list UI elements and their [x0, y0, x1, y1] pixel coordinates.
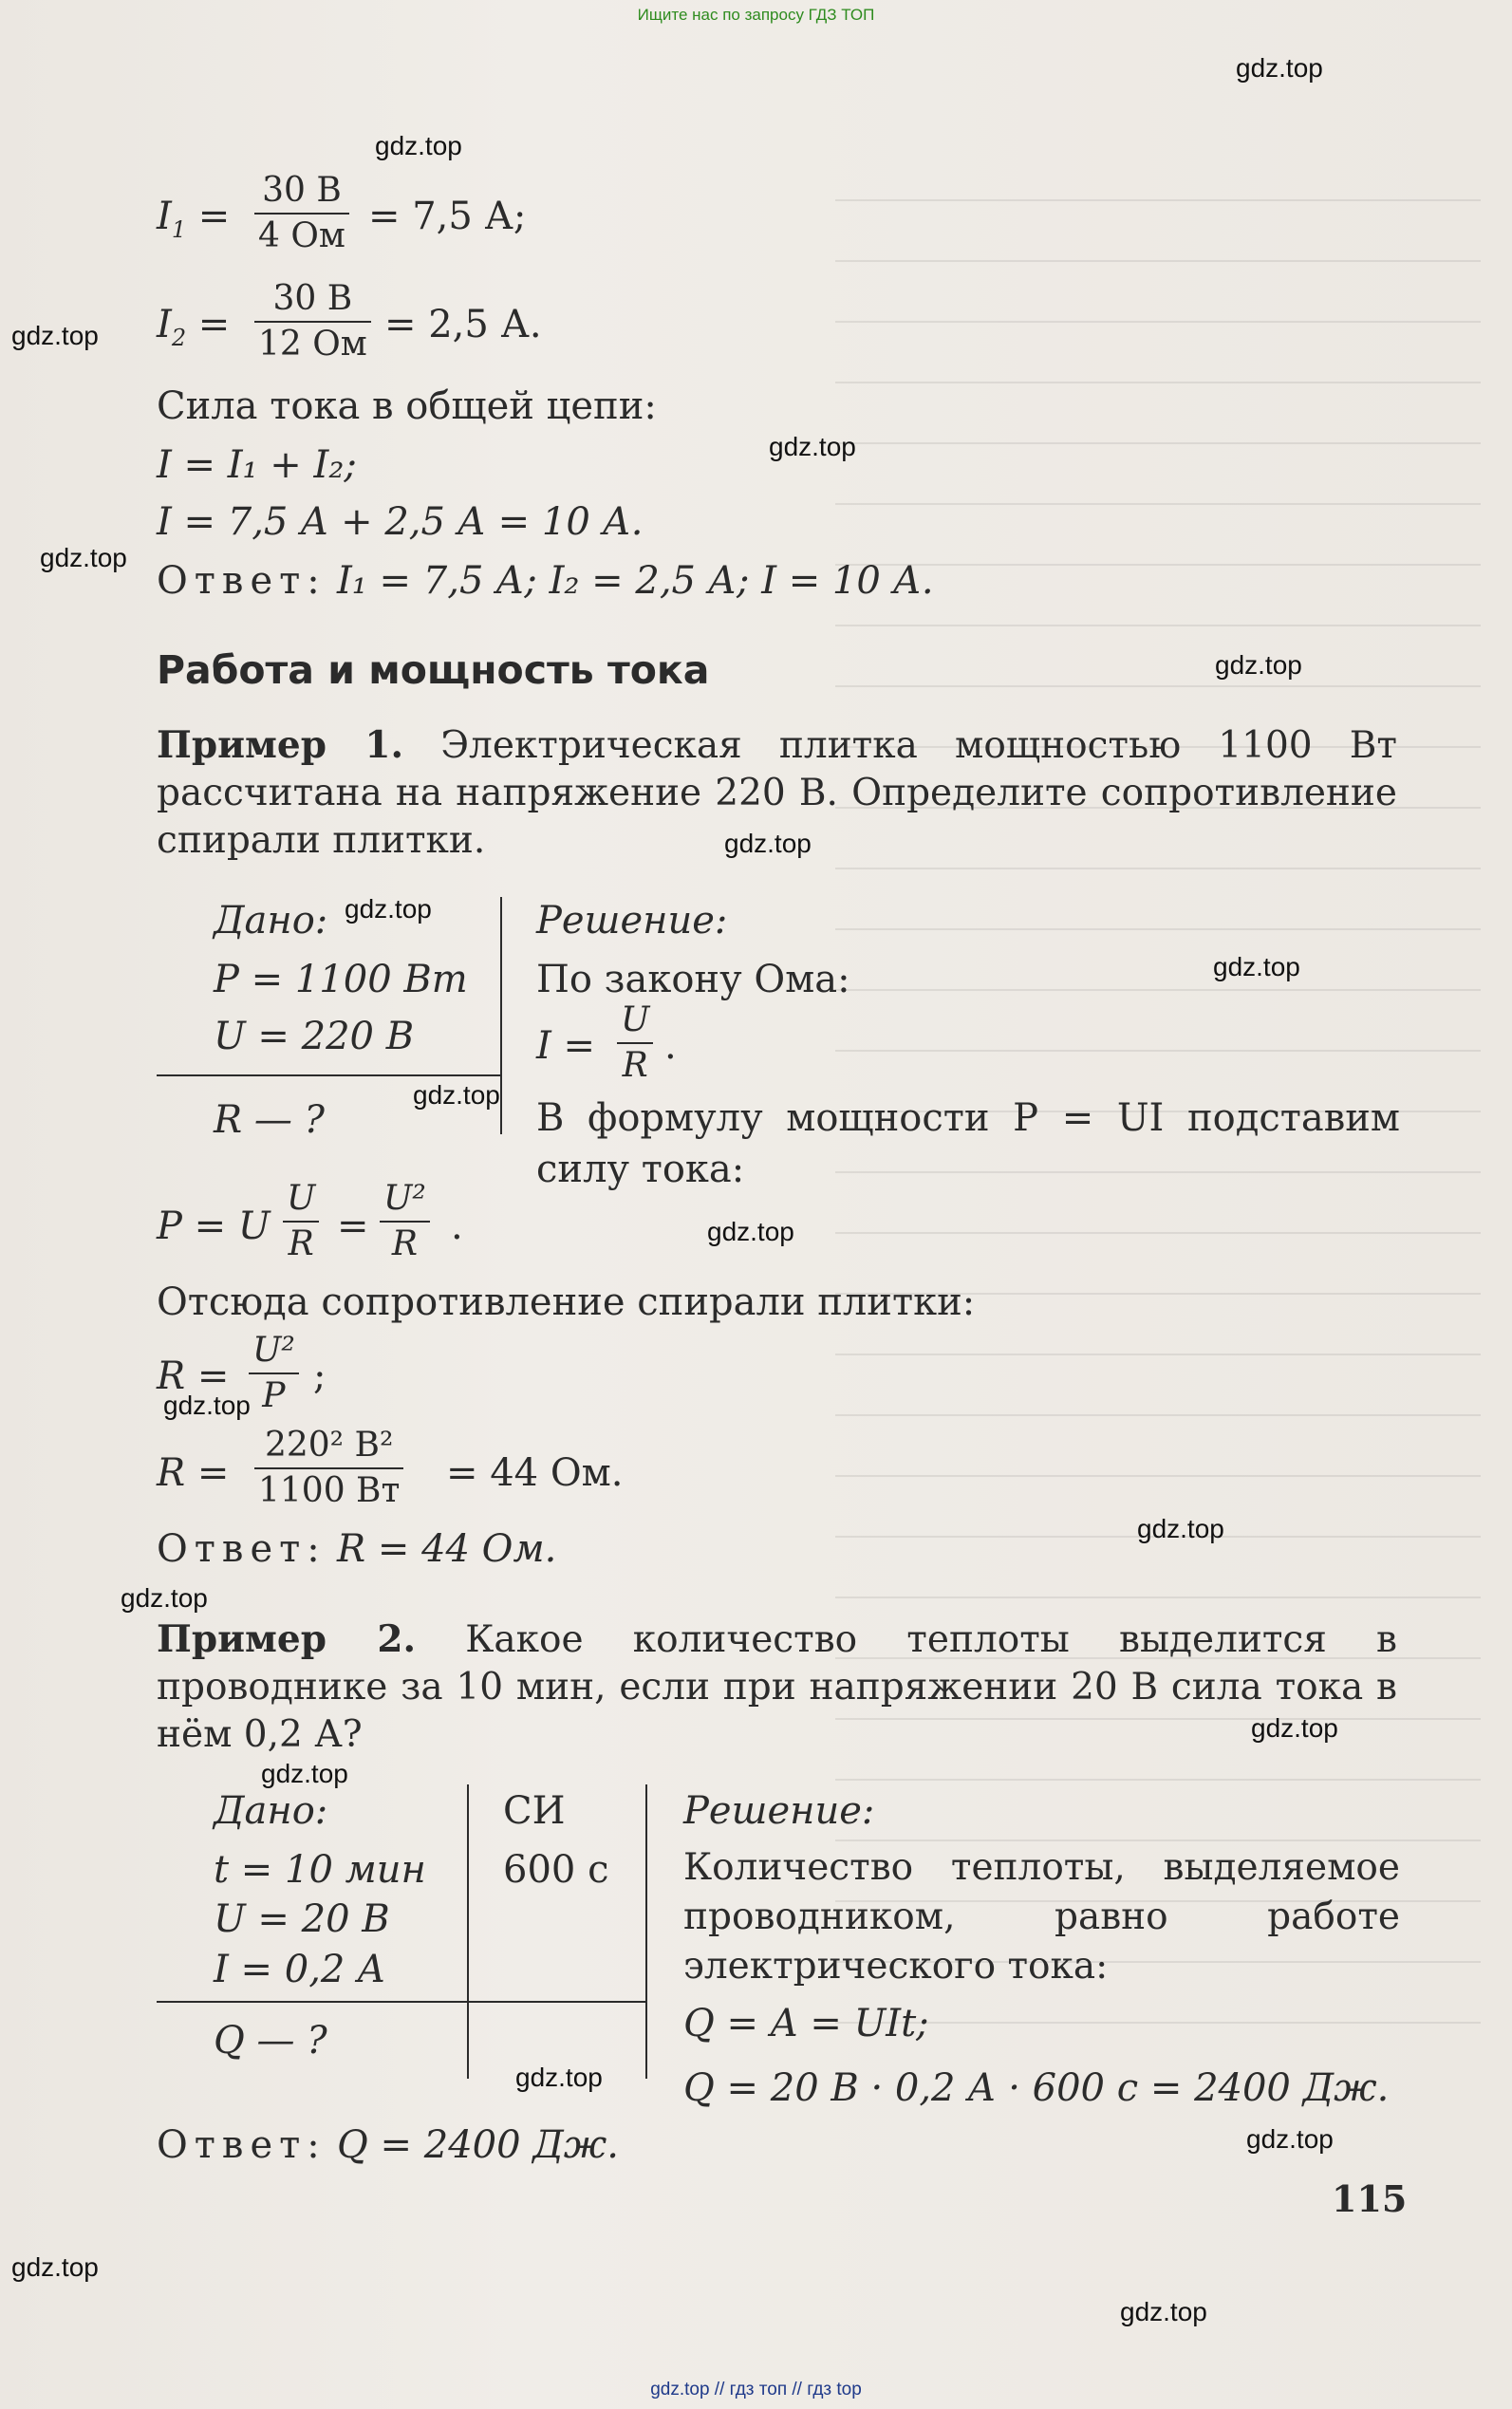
r-values-fraction: 220² В² 1100 Вт — [254, 1424, 403, 1513]
example2-formula: Q = A = UIt; — [683, 2002, 929, 2045]
power-equals: = — [337, 1204, 369, 1248]
header-link[interactable]: Ищите нас по запросу ГДЗ ТОП — [637, 6, 875, 24]
example1-resist-text: Отсюда сопротивление спирали плитки: — [157, 1280, 976, 1324]
r-fraction: $\frac{\text{U²}}{P}$ — [249, 1329, 299, 1418]
example1-answer-label: Ответ: — [157, 1527, 327, 1571]
footer-link[interactable]: gdz.top // гдз топ // гдз top — [650, 2380, 862, 2400]
power-fraction-2: $\frac{\text{U²}}{R}$ — [380, 1177, 430, 1266]
watermark: gdz.top — [11, 2252, 99, 2282]
power-period: . — [451, 1204, 463, 1248]
watermark: gdz.top — [1120, 2297, 1207, 2326]
ohm-period: . — [664, 1024, 677, 1068]
r-values-lhs: R = — [157, 1451, 230, 1495]
sum-formula: I = I₁ + I₂; — [157, 443, 357, 487]
example1-given-u: U = 220 В — [214, 1015, 415, 1058]
example1-given-label: Дано: — [214, 899, 328, 943]
power-fraction-1: $\frac{U}{R}$ — [283, 1177, 319, 1266]
watermark: gdz.top — [769, 432, 856, 461]
watermark: gdz.top — [515, 2063, 603, 2092]
watermark: gdz.top — [345, 894, 432, 924]
example2-solution-text: Количество теплоты, выделяемое проводником, равно работе электрического тока: — [683, 1846, 1400, 1988]
example2-answer-label: Ответ: — [157, 2123, 327, 2167]
example2-si-label: СИ — [503, 1789, 566, 1833]
watermark: gdz.top — [11, 321, 99, 350]
watermark: gdz.top — [707, 1217, 794, 1246]
example1-label: Пример 1. — [157, 723, 404, 767]
section-title: Работа и мощность тока — [157, 647, 710, 693]
example2-text: Пример 2. Какое количество теплоты выделится в проводнике за 10 мин, если при напряжении 20 В сила тока в нём 0,2 А? — [157, 1617, 1398, 1756]
example2-find: Q — ? — [214, 2019, 327, 2063]
given-divider — [157, 1074, 500, 1076]
watermark: gdz.top — [1137, 1514, 1224, 1543]
ohm-fraction: $\frac{U}{R}$ — [617, 999, 653, 1088]
example2-given-i: I = 0,2 А — [214, 1948, 386, 1991]
power-lhs: P = U — [157, 1204, 271, 1248]
ohm-lhs: I = — [536, 1024, 596, 1068]
example1-answer-text: R = 44 Ом. — [337, 1527, 557, 1571]
watermark: gdz.top — [1215, 650, 1302, 680]
sum-values: I = 7,5 А + 2,5 А = 10 А. — [157, 500, 644, 544]
example2-given-t: t = 10 мин — [214, 1848, 426, 1892]
example1-given-p: P = 1100 Вт — [214, 958, 468, 1001]
total-current-label: Сила тока в общей цепи: — [157, 384, 657, 428]
example1-formula-text-2: силу тока: — [536, 1148, 745, 1191]
answer-label: Ответ: — [157, 559, 327, 603]
example2-answer-text: Q = 2400 Дж. — [337, 2123, 619, 2167]
example2-given-label: Дано: — [214, 1789, 328, 1833]
watermark: gdz.top — [724, 829, 812, 858]
given-divider-2 — [157, 2001, 645, 2003]
given-column-divider — [500, 897, 502, 1134]
i1-fraction: 30 В 4 Ом — [254, 169, 349, 258]
r-semicolon: ; — [313, 1354, 327, 1398]
answer-text: I₁ = 7,5 А; I₂ = 2,5 А; I = 10 А. — [337, 559, 934, 603]
i2-fraction: 30 В 12 Ом — [254, 277, 371, 366]
i1-result: = 7,5 А; — [368, 195, 527, 238]
r-lhs: R = — [157, 1354, 230, 1398]
example2-solution-label: Решение: — [683, 1789, 875, 1833]
example2-given-u: U = 20 В — [214, 1897, 390, 1941]
given-si-divider — [467, 1784, 469, 2079]
example1-text: Пример 1. Электрическая плитка мощностью 1100 Вт рассчитана на напряжение 220 В. Определите сопротивление спирали плитки. — [157, 723, 1398, 862]
r-values-result: = 44 Ом. — [446, 1451, 624, 1495]
example1-ohm-text: По закону Ома: — [536, 958, 850, 1001]
i2-symbol: $I_2$ = — [157, 303, 231, 351]
example1-formula-text-1: В формулу мощности P = UI подставим — [536, 1096, 1400, 1140]
watermark: gdz.top — [1213, 952, 1300, 981]
watermark: gdz.top — [1246, 2124, 1334, 2154]
watermark: gdz.top — [1236, 53, 1323, 83]
si-solution-divider — [645, 1784, 647, 2079]
example2-label: Пример 2. — [157, 1617, 417, 1661]
watermark: gdz.top — [163, 1391, 251, 1420]
watermark: gdz.top — [413, 1080, 500, 1110]
example1-solution-label: Решение: — [536, 899, 728, 943]
watermark: gdz.top — [261, 1759, 348, 1788]
watermark: gdz.top — [40, 543, 127, 572]
watermark: gdz.top — [1251, 1713, 1338, 1743]
watermark: gdz.top — [121, 1583, 208, 1613]
example2-given-t-si: 600 с — [503, 1848, 609, 1892]
example2-calc: Q = 20 В · 0,2 А · 600 с = 2400 Дж. — [683, 2066, 1390, 2110]
page-number: 115 — [1332, 2177, 1408, 2220]
i2-result: = 2,5 А. — [384, 303, 542, 346]
example1-find: R — ? — [214, 1098, 325, 1142]
watermark: gdz.top — [375, 131, 462, 160]
i1-symbol: $I_1$ = — [157, 195, 231, 243]
